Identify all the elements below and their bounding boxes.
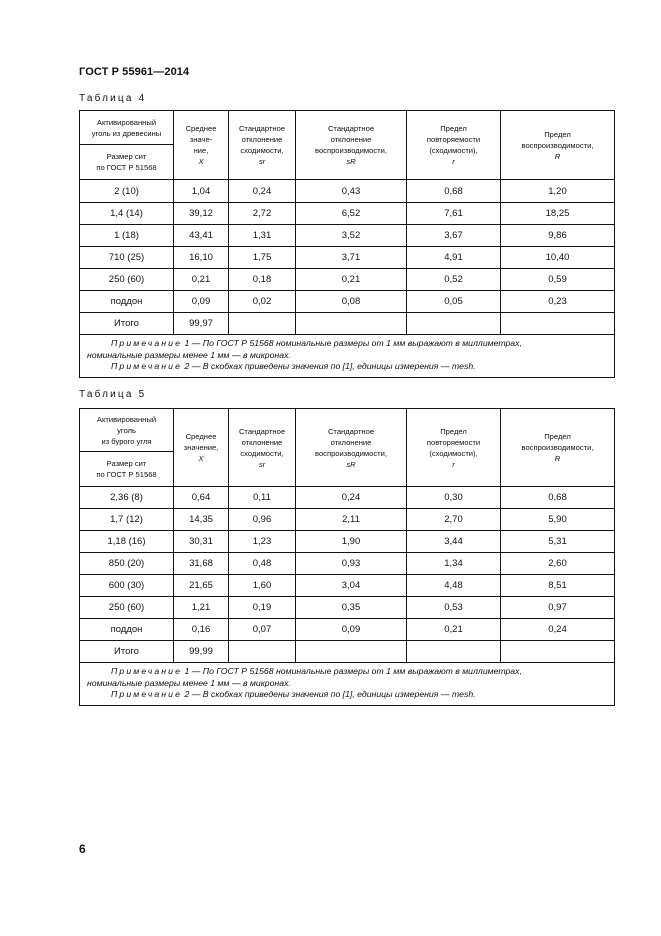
table-5-header-sr: Стандартное отклонение сходимости, sr — [229, 409, 296, 487]
note-label: Примечание — [111, 361, 183, 371]
table-4-header-R: Предел воспроизводимости, R — [501, 111, 615, 180]
table-row: 1 (18) 43,41 1,31 3,52 3,67 9,86 — [80, 225, 615, 247]
table-row: 2 (10) 1,04 0,24 0,43 0,68 1,20 — [80, 180, 615, 203]
table-row: 250 (60) 0,21 0,18 0,21 0,52 0,59 — [80, 269, 615, 291]
table-5-header-material: Активированный уголь из бурого угля — [80, 409, 174, 452]
table-4-header-material: Активированный уголь из древесины — [80, 111, 174, 145]
table-5-header-r: Предел повторяемости (сходимости), r — [407, 409, 501, 487]
table-4-header-sr: Стандартное отклонение сходимости, sr — [229, 111, 296, 180]
table-row: 850 (20) 31,68 0,48 0,93 1,34 2,60 — [80, 553, 615, 575]
table-row: 1,18 (16) 30,31 1,23 1,90 3,44 5,31 — [80, 531, 615, 553]
table-4-header-sR: Стандартное отклонение воспроизводимости, sR — [296, 111, 407, 180]
table-row: 600 (30) 21,65 1,60 3,04 4,48 8,51 — [80, 575, 615, 597]
table-4-header-sieve: Размер сит по ГОСТ Р 51568 — [80, 145, 174, 180]
table-row: 250 (60) 1,21 0,19 0,35 0,53 0,97 — [80, 597, 615, 619]
table-5-header-R: Предел воспроизводимости, R — [501, 409, 615, 487]
table-row-total: Итого 99,97 — [80, 313, 615, 335]
note-label: Примечание — [111, 666, 183, 676]
note-label: Примечание — [111, 338, 183, 348]
table-row: 1,4 (14) 39,12 2,72 6,52 7,61 18,25 — [80, 203, 615, 225]
table-row-total: Итого 99,99 — [80, 641, 615, 663]
table-4-header-r: Предел повторяемости (сходимости), r — [407, 111, 501, 180]
table-row: поддон 0,16 0,07 0,09 0,21 0,24 — [80, 619, 615, 641]
table-4-caption: Таблица 4 — [79, 93, 147, 104]
table-row: 2,36 (8) 0,64 0,11 0,24 0,30 0,68 — [80, 487, 615, 509]
table-4 — [79, 110, 615, 378]
page-number: 6 — [79, 842, 86, 856]
table-5-caption: Таблица 5 — [79, 389, 147, 400]
table-5-notes: Примечание 1 — По ГОСТ Р 51568 номинальные размеры от 1 мм выражают в миллиметрах, номинальные размеры менее 1 мм — в микронах. Примечание 2 — В скобках приведены значения по [1], единицы измерения — mesh. — [80, 663, 615, 706]
table-5-header-sieve: Размер сит по ГОСТ Р 51568 — [80, 452, 174, 487]
table-row: 710 (25) 16,10 1,75 3,71 4,91 10,40 — [80, 247, 615, 269]
table-4-header-mean: Среднее значе- ние, X — [174, 111, 229, 180]
table-5 — [79, 408, 615, 706]
table-row: 1,7 (12) 14,35 0,96 2,11 2,70 5,90 — [80, 509, 615, 531]
table-row: поддон 0,09 0,02 0,08 0,05 0,23 — [80, 291, 615, 313]
document-header: ГОСТ Р 55961—2014 — [79, 66, 190, 78]
table-5-header-mean: Среднее значение, X — [174, 409, 229, 487]
table-4-notes: Примечание 1 — По ГОСТ Р 51568 номинальные размеры от 1 мм выражают в миллиметрах, номинальные размеры менее 1 мм — в микронах. Примечание 2 — В скобках приведены значения по [1], единицы измерения — mesh. — [80, 335, 615, 378]
table-5-header-sR: Стандартное отклонение воспроизводимости, sR — [296, 409, 407, 487]
note-label: Примечание — [111, 689, 183, 699]
